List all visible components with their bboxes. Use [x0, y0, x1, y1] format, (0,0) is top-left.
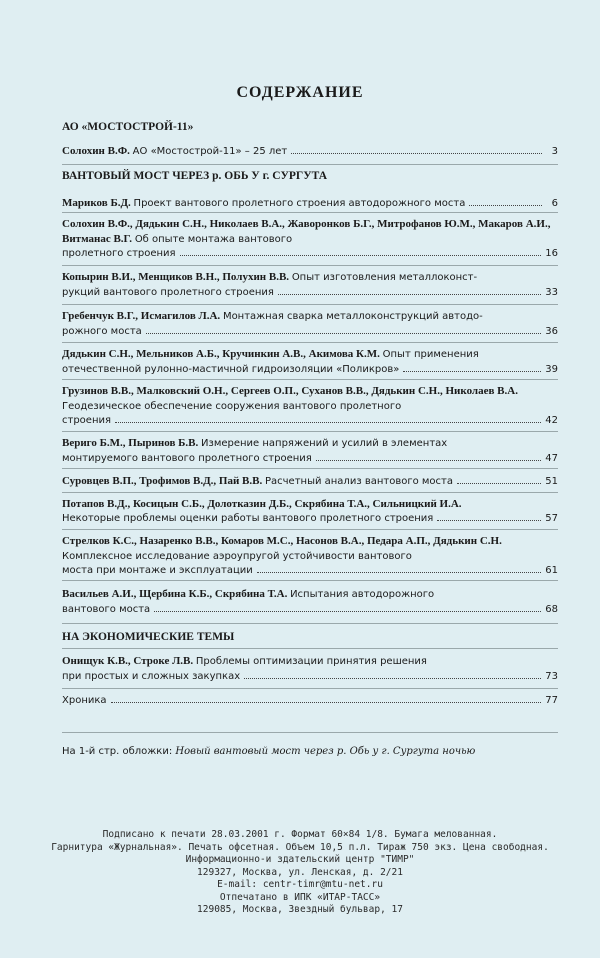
divider	[62, 732, 558, 733]
toc-entry[interactable]	[62, 144, 558, 160]
page-title: СОДЕРЖАНИЕ	[236, 84, 364, 101]
entry-title-line: рожного моста	[62, 325, 142, 337]
leader-dots	[244, 678, 541, 679]
entry-authors: Дядькин С.Н., Мельников А.Б., Кручинкин А.В., Акимова К.М.	[62, 348, 380, 360]
entry-page: 51	[545, 476, 558, 487]
entry-page: 61	[545, 565, 558, 576]
entry-title: АО «Мостострой-11» – 25 лет	[132, 146, 288, 157]
entry-title-line: Некоторые проблемы оценки работы вантового пролетного строения	[62, 512, 434, 524]
entry-title-line: пролетного строения	[62, 248, 176, 259]
entry-title-line: Комплексное исследование аэроупругой устойчивости вантового	[62, 550, 412, 562]
entry-authors: Мариков Б.Д.	[62, 197, 131, 209]
entry-title-line: вантового моста	[62, 603, 151, 615]
section-heading: ВАНТОВЫЙ МОСТ ЧЕРЕЗ р. ОБЬ У г. СУРГУТА	[62, 170, 328, 182]
divider	[62, 529, 558, 530]
entry-authors: Грузинов В.В., Малковский О.Н., Сергеев О.П., Суханов В.В., Дядькин С.Н., Николаев В.А.	[62, 385, 518, 397]
leader-dots	[469, 205, 542, 206]
toc-entry[interactable]	[62, 654, 558, 684]
entry-title-line: Измерение напряжений и усилий в элементах	[201, 438, 448, 449]
toc-entry[interactable]	[62, 474, 558, 490]
imprint-line: Отпечатано в ИПК «ИТАР-ТАСС»	[219, 891, 381, 903]
section-heading: НА ЭКОНОМИЧЕСКИЕ ТЕМЫ	[62, 631, 235, 643]
toc-entry[interactable]	[62, 436, 558, 466]
entry-title-line: рукций вантового пролетного строения	[62, 286, 274, 298]
divider	[62, 265, 558, 266]
entry-title-line: Опыт изготовления металлоконст-	[291, 272, 478, 283]
entry-authors: Солохин В.Ф.	[62, 145, 130, 157]
entry-title-line: Проблемы оптимизации принятия решения	[195, 656, 427, 667]
toc-entry[interactable]	[62, 196, 558, 212]
divider	[62, 492, 558, 493]
divider	[62, 164, 558, 165]
entry-title: Хроника	[62, 695, 107, 706]
leader-dots	[146, 333, 541, 334]
entry-page: 77	[545, 695, 558, 706]
imprint-line: 129085, Москва, Звездный бульвар, 17	[197, 904, 403, 915]
leader-dots	[278, 294, 541, 295]
entry-title-line: Геодезическое обеспечение сооружения вантового пролетного	[62, 400, 402, 412]
entry-authors: Копырин В.И., Менщиков В.Н., Полухин В.В.	[62, 271, 290, 283]
divider	[62, 623, 558, 624]
toc-entry[interactable]	[62, 384, 558, 429]
entry-authors: Потапов В.Д., Косицын С.Б., Долотказин Д.Б., Скрябина Т.А., Сильницкий И.А.	[62, 498, 462, 510]
entry-title-line: монтируемого вантового пролетного строения	[62, 452, 312, 464]
entry-title-line: Об опыте монтажа вантового	[134, 233, 293, 245]
divider	[62, 304, 558, 305]
entry-page: 3	[551, 146, 558, 157]
entry-authors: Вериго Б.М., Пыринов Б.В.	[62, 437, 199, 449]
entry-page: 42	[545, 415, 558, 426]
entry-title: Проект вантового пролетного строения автодорожного моста	[133, 198, 466, 209]
toc-entry[interactable]	[62, 309, 558, 339]
toc-entry[interactable]	[62, 497, 558, 526]
entry-title: Расчетный анализ вантового моста	[264, 476, 453, 487]
leader-dots	[111, 702, 542, 703]
leader-dots	[257, 572, 541, 573]
entry-authors: Солохин В.Ф., Дядькин С.Н., Николаев В.А., Жаворонков Б.Г., Митрофанов Ю.М., Макаров А.И., Витманас В.Г.	[62, 218, 551, 245]
entry-authors: Васильев А.И., Щербина К.Б., Скрябина Т.А.	[62, 588, 288, 600]
entry-title-line: моста при монтаже и эксплуатации	[62, 565, 253, 576]
leader-dots	[437, 520, 541, 521]
toc-entry[interactable]	[62, 270, 558, 300]
entry-title-line: Опыт применения	[382, 349, 479, 360]
entry-title-line: Испытания автодорожного	[290, 589, 435, 600]
toc-entry[interactable]	[62, 217, 558, 262]
entry-page: 47	[545, 452, 558, 464]
entry-page: 68	[545, 603, 558, 615]
imprint-email[interactable]: E-mail: centr-timr@mtu-net.ru	[217, 879, 383, 890]
entry-page: 73	[545, 670, 558, 682]
toc-entry[interactable]	[62, 694, 558, 709]
leader-dots	[457, 483, 541, 484]
entry-title-line: Монтажная сварка металлоконструкций автодо-	[222, 311, 483, 322]
entry-page: 39	[545, 363, 558, 375]
entry-authors: Гребенчук В.Г., Исмагилов Л.А.	[62, 310, 221, 322]
divider	[62, 342, 558, 343]
entry-authors: Суровцев В.П., Трофимов В.Д., Пай В.В.	[62, 475, 263, 487]
section-heading: АО «МОСТОСТРОЙ-11»	[62, 121, 194, 133]
entry-page: 16	[545, 248, 558, 259]
divider	[62, 212, 558, 213]
entry-authors: Онищук К.В., Строке Л.В.	[62, 655, 194, 667]
entry-title-line: отечественной рулонно-мастичной гидроизоляции «Поликров»	[62, 363, 400, 375]
toc-entry[interactable]	[62, 534, 558, 579]
divider	[62, 431, 558, 432]
divider	[62, 648, 558, 649]
divider	[62, 688, 558, 689]
toc-entry[interactable]	[62, 587, 558, 617]
entry-page: 57	[545, 512, 558, 524]
toc-entry[interactable]	[62, 347, 558, 377]
cover-note	[62, 746, 475, 757]
imprint	[0, 829, 600, 917]
leader-dots	[115, 422, 541, 423]
imprint-line: Гарнитура «Журнальная». Печать офсетная. Объем 10,5 п.л. Тираж 750 экз. Цена свободная.	[51, 841, 549, 853]
leader-dots	[154, 611, 541, 612]
divider	[62, 468, 558, 469]
leader-dots	[180, 255, 542, 256]
cover-note-text: Новый вантовый мост через р. Обь у г. Сургута ночью	[175, 746, 476, 757]
imprint-line: 129327, Москва, ул. Ленская, д. 2/21	[197, 866, 403, 878]
divider	[62, 379, 558, 380]
entry-authors: Стрелков К.С., Назаренко В.В., Комаров М.С., Насонов В.А., Педара А.П., Дядькин С.Н.	[62, 535, 502, 547]
imprint-line: Подписано к печати 28.03.2001 г. Формат 60×84 1/8. Бумага мелованная.	[102, 829, 498, 840]
entry-page: 6	[551, 198, 558, 209]
leader-dots	[316, 460, 541, 461]
imprint-line: Информационно-и здательский центр "ТИМР"	[185, 854, 415, 865]
cover-note-prefix: На 1-й стр. обложки:	[62, 746, 173, 757]
leader-dots	[403, 371, 541, 372]
entry-title-line: строения	[62, 415, 111, 426]
divider	[62, 580, 558, 581]
entry-page: 33	[545, 286, 558, 298]
leader-dots	[291, 153, 542, 154]
entry-page: 36	[545, 325, 558, 337]
entry-title-line: при простых и сложных закупках	[62, 670, 241, 682]
